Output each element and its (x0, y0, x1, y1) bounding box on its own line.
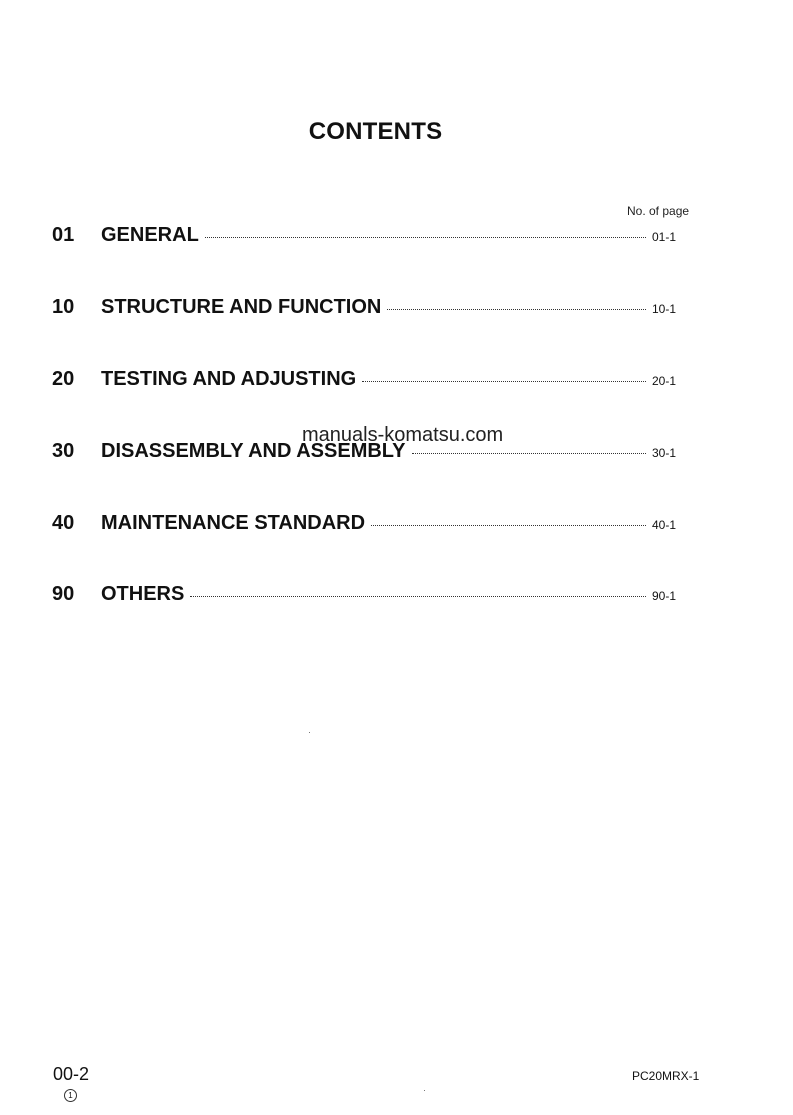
page-title: CONTENTS (308, 118, 443, 145)
toc-number: 01 (52, 224, 75, 246)
toc-entry-testing-and-adjusting (52, 368, 692, 396)
toc-number: 30 (52, 440, 75, 462)
toc-number: 90 (52, 583, 75, 605)
toc-leader (205, 236, 646, 238)
toc-entry-others (52, 583, 692, 611)
toc-title: OTHERS (101, 583, 185, 605)
toc-number: 20 (52, 368, 75, 390)
model-code: PC20MRX-1 (632, 1069, 700, 1083)
toc-page: 10-1 (652, 302, 677, 316)
watermark-text: manuals-komatsu.com (302, 424, 504, 446)
toc-page: 20-1 (652, 374, 677, 388)
toc-entry-general (52, 224, 692, 252)
toc-entry-structure-and-function (52, 296, 692, 324)
scan-speck (424, 1090, 425, 1091)
toc-title: DISASSEMBLY AND ASSEMBLY (101, 440, 406, 462)
toc-leader (412, 452, 646, 454)
toc-page: 90-1 (652, 589, 677, 603)
toc-leader (362, 380, 646, 382)
toc-title: GENERAL (101, 224, 199, 246)
page-column-header: No. of page (627, 204, 690, 218)
toc-leader (387, 308, 646, 310)
toc-leader (190, 595, 646, 597)
page-number: 00-2 (53, 1064, 90, 1084)
toc-page: 01-1 (652, 230, 677, 244)
toc-title: MAINTENANCE STANDARD (101, 512, 366, 534)
toc-entry-maintenance-standard (52, 512, 692, 540)
scan-speck (309, 732, 310, 733)
toc-number: 10 (52, 296, 75, 318)
toc-number: 40 (52, 512, 75, 534)
revision-mark: 1 (64, 1089, 77, 1102)
toc-title: TESTING AND ADJUSTING (101, 368, 357, 390)
toc-leader (371, 524, 646, 526)
toc-page: 40-1 (652, 518, 677, 532)
toc-page: 30-1 (652, 446, 677, 460)
toc-title: STRUCTURE AND FUNCTION (101, 296, 382, 318)
